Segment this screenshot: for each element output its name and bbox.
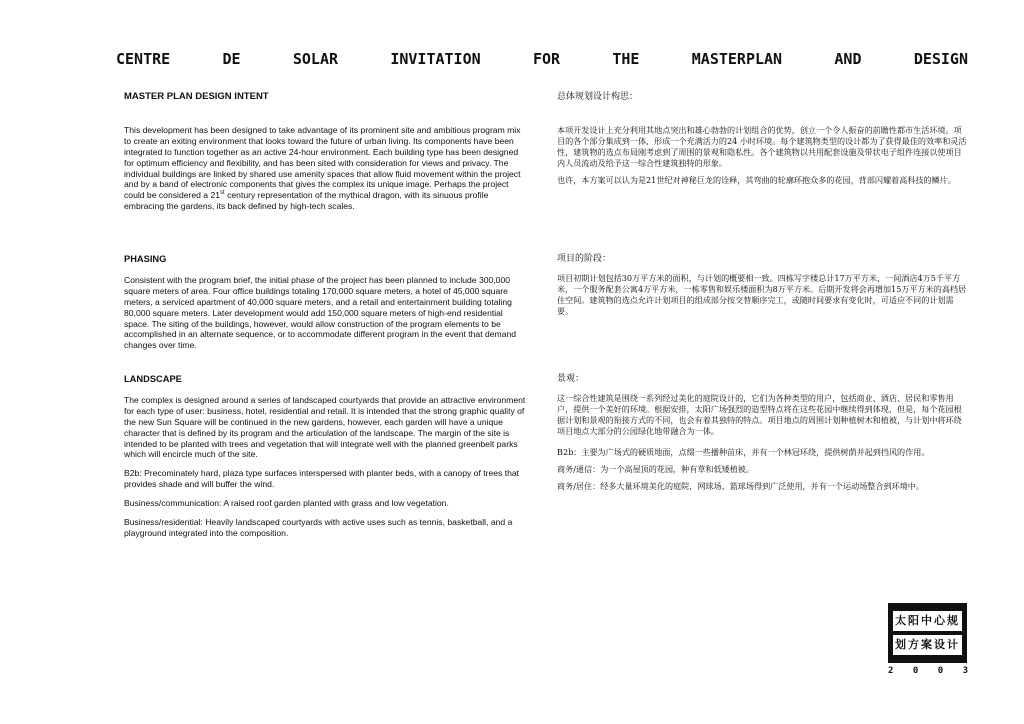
year-digit: 0 [912, 666, 919, 676]
document-title [116, 48, 968, 70]
section-heading: 项目的阶段： [557, 254, 612, 264]
intent-section-zh [557, 92, 969, 192]
section-heading: MASTER PLAN DESIGN INTENT [124, 91, 269, 102]
body-paragraph: Business/residential: Heavily landscaped courtyards with active uses such as tennis, basketball, and a playground integrated into the composition. [124, 517, 513, 538]
body-paragraph: B2b: Precominately hard, plaza type surfaces interspersed with planter beds, with a canopy of trees that provides shade and will buffer the wind. [124, 468, 520, 490]
project-logo [888, 603, 967, 663]
title-word: SOLAR [292, 50, 339, 68]
body-paragraph: 也许，本方案可以认为是21世纪对神秘巨龙的诠释，其弯曲的轮廓环抱众多的花园，背部闪耀着高科技的鳞片。 [557, 175, 956, 185]
title-word: MASTERPLAN [691, 50, 783, 68]
title-word: AND [834, 50, 862, 68]
body-paragraph: B2b：主要为广场式的硬质地面，点缀一些播种苗床，并有一个林冠环绕，提供树荫并起到挡风的作用。 [557, 447, 930, 457]
body-paragraph: 项目初期计划包括30万平方米的面积，与计划的概要相一致。四栋写字楼总计17万平方米，一间酒店4万5千平方米，一个服务配套公寓4万平方米，一栋零售和娱乐楼面积为8万平方米。后期开发将会再增加15万平方米的高档居住空间。建筑物的选点允许计划项目的组成部分按交替顺序完工，或随时间要求有变化时，可适应不同的计划需要。 [557, 273, 967, 316]
year-digit: 3 [962, 666, 968, 676]
title-word: DESIGN [913, 50, 968, 68]
title-word: INVITATION [390, 50, 481, 68]
year-digit: 2 [888, 666, 894, 676]
title-word: CENTRE [116, 50, 171, 68]
body-paragraph: This development has been designed to take advantage of its prominent site and ambitious program mix to create an exiting environment that looks toward the future of urban living. Its components have been integrated to function together as an active 24-hour environment. Each building type has been designed for optimum efficiency and flexibility, and has been sited with consideration for views and privacy. The individual buildings are linked by shared use amenity spaces that allow fluid movement within the project and by a band of electronic components that gives the complex its unique image. Perhaps the project could be considered a 21st century representation of the mythical dragon, with its sinuous profile embracing the gardens, its back defined by high-tech scales. [124, 124, 521, 212]
body-paragraph: Business/communication: A raised roof garden planted with grass and low vegetation. [124, 498, 449, 509]
year-digit: 0 [937, 666, 944, 676]
title-word: DE [222, 50, 241, 68]
logo-line: 太阳中心规 [893, 611, 962, 631]
logo-line: 划方案设计 [893, 635, 962, 655]
body-paragraph: Consistent with the program brief, the initial phase of the project has been planned to include 300,000 square meters of area. Four office buildings totaling 170,000 square meters, a hotel of 45,000 square meters, a serviced apartment of 40,000 square meters, and a retail and entertainment building totaling 80,000 square meters. Later development would add 150,000 square meters of high-end residential space. The siting of the buildings, however, would allow construction of the program elements to be accomplished in an alternate sequence, or to accommodate different program in the event that demand changes over time. [124, 274, 517, 351]
section-heading: 景观： [557, 374, 585, 384]
phasing-section-en [124, 254, 528, 359]
ordinal-superscript: st [220, 190, 225, 197]
intent-section-en [124, 92, 528, 220]
section-heading: 总体规划设计构思： [557, 92, 639, 102]
body-paragraph: 本项开发设计上充分利用其地点突出和雄心勃勃的计划组合的优势，创立一个令人振奋的前瞻性都市生活环境。项目的各个部分集成到一体，形成一个充满活力的24 小时环境。每个建筑物类型的设计都为了获得最佳的效率和灵活性，建筑物的选点布局刚考虑到了周围的景观和隐私性。各个建筑物以共用配套设施及带状电子组件连接以使项目内人员流动及给予这一综合性建筑独特的形象。 [557, 125, 967, 168]
landscape-section-en [124, 374, 528, 547]
section-heading: PHASING [124, 254, 167, 264]
title-word: THE [612, 50, 640, 68]
body-paragraph: The complex is designed around a series of landscaped courtyards that provide an attractive environment for each type of user: business, hotel, residential and retail. It is intended that the strong graphic quality of the new Sun Square will be continued in the new gardens, however, each garden will have a unique character that is defined by its program and the articulation of the landscape. The margin of the site is intended to be planted with trees and vegetation that will integrate well with the planned greenbelt parks which will encircle much of the site. [124, 394, 526, 460]
landscape-section-zh [557, 374, 969, 498]
phasing-section-zh [557, 254, 969, 323]
year-label [888, 666, 968, 676]
body-paragraph: 商务/居住：经多大量环境美化的庭院，网球场、篮球场得到广泛使用，并有一个运动场整合到环境中。 [557, 481, 924, 491]
section-heading: LANDSCAPE [124, 374, 182, 384]
body-paragraph: 这一综合性建筑是围绕一系列经过美化的庭院设计的，它们为各种类型的用户，包括商业、酒店、居民和零售用户，提供一个美好的环境。根据安排，太阳广场强烈的造型特点将在这些花园中继续得到体现，但是，每个花园根据计划和景观的衔接方式的不同，也会有着其独特的特点。项目地点的周围计划种植树木和植被，与计划中将环绕项目地点大部分的公园绿化地带融合为一体。 [557, 393, 962, 436]
body-paragraph: 商务/通信：为一个高屋顶的花园，种有草和低矮植被。 [557, 464, 754, 474]
title-word: FOR [532, 50, 561, 68]
